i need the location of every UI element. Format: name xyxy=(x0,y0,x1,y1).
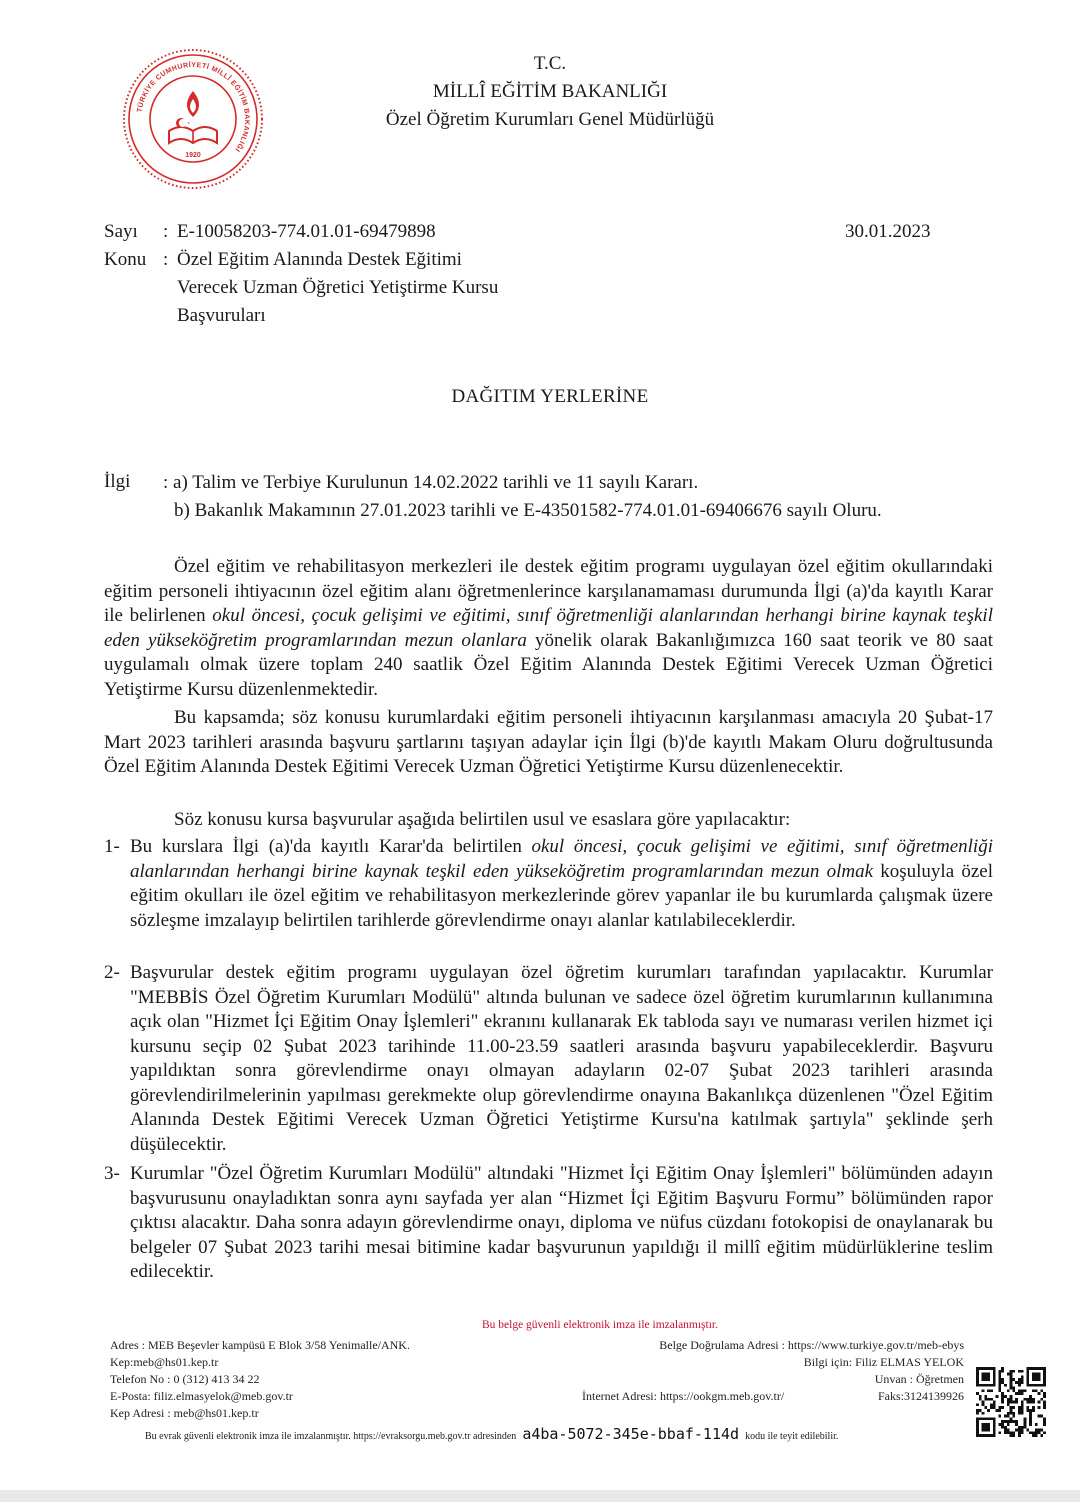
paragraph-3: Söz konusu kursa başvurular aşağıda belirtilen usul ve esaslara göre yapılacaktır: xyxy=(174,809,791,830)
distribution-heading: DAĞITIM YERLERİNE xyxy=(451,386,649,407)
item-3-text: Kurumlar "Özel Öğretim Kurumları Modülü" altındaki "Hizmet İçi Eğitim Onay İşlemleri" bölümünden adayın başvurusunu onayladıktan sonra aynı sayfada yer alan “Hizmet İçi Eğitim Başvuru Formu” bölümünden rapor çıktısı alacaktır. Daha sonra adayın görevlendirme onayı, diploma ve nüfus cüzdanı fotokopisi de onaylanarak bu belgeler 07 Şubat 2023 tarihi mesai bitimine kadar başvurunun yapıldığı il millî eğitim müdürlüklerine teslim edilecektir. xyxy=(130,1163,993,1282)
page-bottom-edge xyxy=(0,1490,1080,1502)
footer-address: Adres : MEB Beşevler kampüsü E Blok 3/58 Yenimalle/ANK. xyxy=(110,1338,410,1352)
item-1-italic: okul öncesi, çocuk gelişimi ve eğitimi, sınıf öğretmenliği alanlarından herhangi birine kaynak teşkil eden yükseköğretim programlarından mezun olmak xyxy=(130,836,993,882)
item-2-text: Başvurular destek eğitim programı uygulayan özel öğretim kurumları tarafından yapılacaktır. Kurumlar "MEBBİS Özel Öğretim Kurumları Modülü" altında bulunan ve sadece özel öğretim kurumlarının kullanımına açık olan "Hizmet İçi Eğitim Onay İşlemleri" ekranını kullanarak Ek tabloda sayı ve numarası verilen hizmet içi kursunu seçip 02 Şubat 2023 tarihinde 11.00-23.59 saatleri arasında başvuru yapabileceklerdir. Başvuru yapıldıktan sonra görevlendirme onayı olmayan adayların 02-07 Şubat 2023 tarihleri arasında görevlendirilmelerinin yapılması gerekmekte olup görevlendirme onayına Bakanlıkça düzenlenen "Özel Eğitim Alanında Destek Eğitimi Verecek Uzman Öğretici Yetiştirme Kursu'na katılmak şartıyla" şeklinde şerh düşülecektir. xyxy=(130,962,993,1155)
ilgi-b: b) Bakanlık Makamının 27.01.2023 tarihli ve E-43501582-774.01.01-69406676 sayılı Oluru. xyxy=(174,500,882,521)
verification-prefix: Bu evrak güvenli elektronik imza ile imzalanmıştır. https://evraksorgu.meb.gov.tr adresinden xyxy=(145,1431,517,1442)
paragraph-1-part-2: yönelik olarak Bakanlığımızca 160 saat teorik ve 80 saat uygulamalı olmak üzere toplam 240 saatlik Özel Eğitim Alanında Destek Eğitimi Verecek Uzman Öğretici Yetiştirme Kursu düzenlenmektedir. xyxy=(104,629,994,700)
sayi-colon: : xyxy=(163,221,169,242)
item-1-part-2: koşuluyla özel eğitim okulları ile özel eğitim ve rehabilitasyon merkezlerinde görev yapanlar ile bu kurumlarda çalışmak üzere sözleşme imzalayıp belirtilen tarihlerde görevlendirme onayı alanlar katılabileceklerdir. xyxy=(130,860,994,931)
konu-line-3: Başvuruları xyxy=(177,305,266,326)
svg-text:1920: 1920 xyxy=(185,152,201,159)
sayi-value: E-10058203-774.01.01-69479898 xyxy=(177,221,436,242)
item-3-number: 3- xyxy=(104,1163,120,1184)
e-signature-note: Bu belge güvenli elektronik imza ile imzalanmıştır. xyxy=(481,1319,718,1331)
footer-email: E-Posta: filiz.elmasyelok@meb.gov.tr xyxy=(110,1389,293,1403)
item-1-text xyxy=(130,835,993,933)
item-1-part-1: Bu kurslara İlgi (a)'da kayıtlı Karar'da belirtilen xyxy=(130,836,532,857)
letterhead-directorate: Özel Öğretim Kurumları Genel Müdürlüğü xyxy=(385,109,715,130)
verification-line xyxy=(145,1425,838,1443)
ministry-seal-logo xyxy=(121,47,265,191)
ilgi-label: İlgi xyxy=(104,471,131,492)
paragraph-2: Bu kapsamda; söz konusu kurumlardaki eğitim personeli ihtiyacının karşılanması amacıyla 20 Şubat-17 Mart 2023 tarihleri arasında başvuru şartlarını taşıyan adaylar için İlgi (b)'de kayıtlı Makam Oluru doğrultusunda Özel Eğitim Alanında Destek Eğitimi Verecek Uzman Öğretici Yetiştirme Kursu düzenlenecektir. xyxy=(104,707,993,777)
letterhead xyxy=(340,50,760,134)
footer-phone: Telefon No : 0 (312) 413 34 22 xyxy=(110,1372,260,1386)
paragraph-1 xyxy=(104,555,993,702)
svg-text:TÜRKİYE CUMHURİYETİ MİLLÎ EĞİT: TÜRKİYE CUMHURİYETİ MİLLÎ EĞİTİM BAKANLIĞI xyxy=(136,61,251,153)
item-1-number: 1- xyxy=(104,836,120,857)
footer-title: Unvan : Öğretmen xyxy=(874,1372,964,1386)
letterhead-country: T.C. xyxy=(533,53,567,74)
verification-suffix: kodu ile teyit edilebilir. xyxy=(745,1431,839,1442)
item-2-number: 2- xyxy=(104,962,120,983)
konu-line-1: Özel Eğitim Alanında Destek Eğitimi xyxy=(177,249,462,270)
footer-internet: İnternet Adresi: https://ookgm.meb.gov.tr/ xyxy=(582,1389,785,1403)
qr-code-icon xyxy=(976,1367,1046,1437)
footer-kep-address: Kep Adresi : meb@hs01.kep.tr xyxy=(110,1406,259,1420)
ilgi-a: : a) Talim ve Terbiye Kurulunun 14.02.2022 tarihli ve 11 sayılı Kararı. xyxy=(163,472,699,493)
konu-colon: : xyxy=(163,249,169,270)
verification-code: a4ba-5072-345e-bbaf-114d xyxy=(522,1425,740,1443)
konu-line-2: Verecek Uzman Öğretici Yetiştirme Kursu xyxy=(177,277,499,298)
footer-verify-address: Belge Doğrulama Adresi : https://www.turkiye.gov.tr/meb-ebys xyxy=(659,1338,964,1352)
konu-label: Konu xyxy=(104,249,147,270)
letterhead-ministry: MİLLÎ EĞİTİM BAKANLIĞI xyxy=(432,81,668,102)
footer-kep: Kep:meb@hs01.kep.tr xyxy=(110,1355,219,1369)
sayi-label: Sayı xyxy=(104,221,138,242)
paragraph-1-italic: okul öncesi, çocuk gelişimi ve eğitimi, sınıf öğretmenliği alanlarından herhangi birine kaynak teşkil eden yükseköğretim programlarından mezun olanlara xyxy=(104,605,993,651)
paragraph-1-part-1: Özel eğitim ve rehabilitasyon merkezleri ile destek eğitim programı uygulayan özel eğitim okullarındaki eğitim personeli ihtiyacının özel eğitim alanı öğretmenlerince karşılanamaması durumunda İlgi (a)'da kayıtlı Karar ile belirlenen xyxy=(104,556,993,626)
document-date: 30.01.2023 xyxy=(845,221,931,242)
footer-fax: Faks:3124139926 xyxy=(877,1389,964,1403)
footer-contact-person: Bilgi için: Filiz ELMAS YELOK xyxy=(803,1355,964,1369)
